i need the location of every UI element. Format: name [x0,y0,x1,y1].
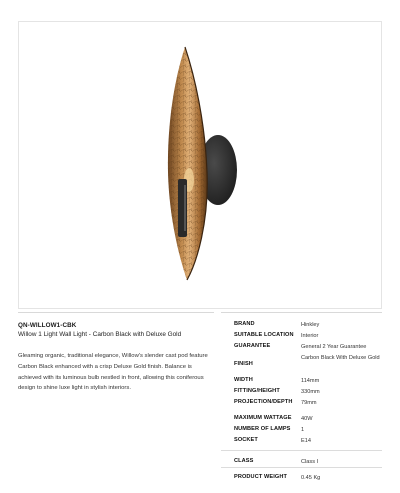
spec-label: FITTING/HEIGHT [234,388,280,394]
spec-divider [221,467,382,468]
spec-label: WIDTH [234,377,253,383]
spec-label: FINISH [234,361,253,367]
spec-value: General 2 Year Guarantee [301,344,367,350]
spec-value: 1 [301,427,305,433]
spec-label: NUMBER OF LAMPS [234,426,291,432]
divider-left [18,312,214,313]
spec-value: 79mm [301,400,317,406]
spec-label: MAXIMUM WATTAGE [234,415,292,421]
spec-value: Class I [301,459,319,465]
spec-label: BRAND [234,321,255,327]
spec-value: 114mm [301,378,320,384]
spec-value: 0.45 Kg [301,475,321,481]
product-title: Willow 1 Light Wall Light - Carbon Black with Deluxe Gold [18,331,182,338]
spec-value: 40W [301,416,313,422]
divider-right [221,312,382,313]
spec-value: Interior [301,333,319,339]
spec-value: Carbon Black With Deluxe Gold [301,355,380,361]
spec-label: PROJECTION/DEPTH [234,399,293,405]
spec-label: CLASS [234,458,254,464]
spec-value: 330mm [301,389,320,395]
spec-divider [221,450,382,451]
spec-value: E14 [301,438,311,444]
product-sku: QN-WILLOW1-CBK [18,322,77,329]
spec-label: GUARANTEE [234,343,271,349]
spec-label: SOCKET [234,437,258,443]
product-info [18,322,214,394]
spec-label: PRODUCT WEIGHT [234,474,287,480]
spec-label: SUITABLE LOCATION [234,332,294,338]
product-image-frame [18,21,382,309]
spec-value: Hinkley [301,322,320,328]
product-image [19,22,383,310]
product-description: Gleaming organic, traditional elegance, Willow's slender cast pod feature Carbon Black enhanced with a crisp Deluxe Gold finish. Balance is achieved with its luminous bulb nestled in front, allowing this coniferous design to shine luxe light in stylish interiors. [18,353,208,392]
